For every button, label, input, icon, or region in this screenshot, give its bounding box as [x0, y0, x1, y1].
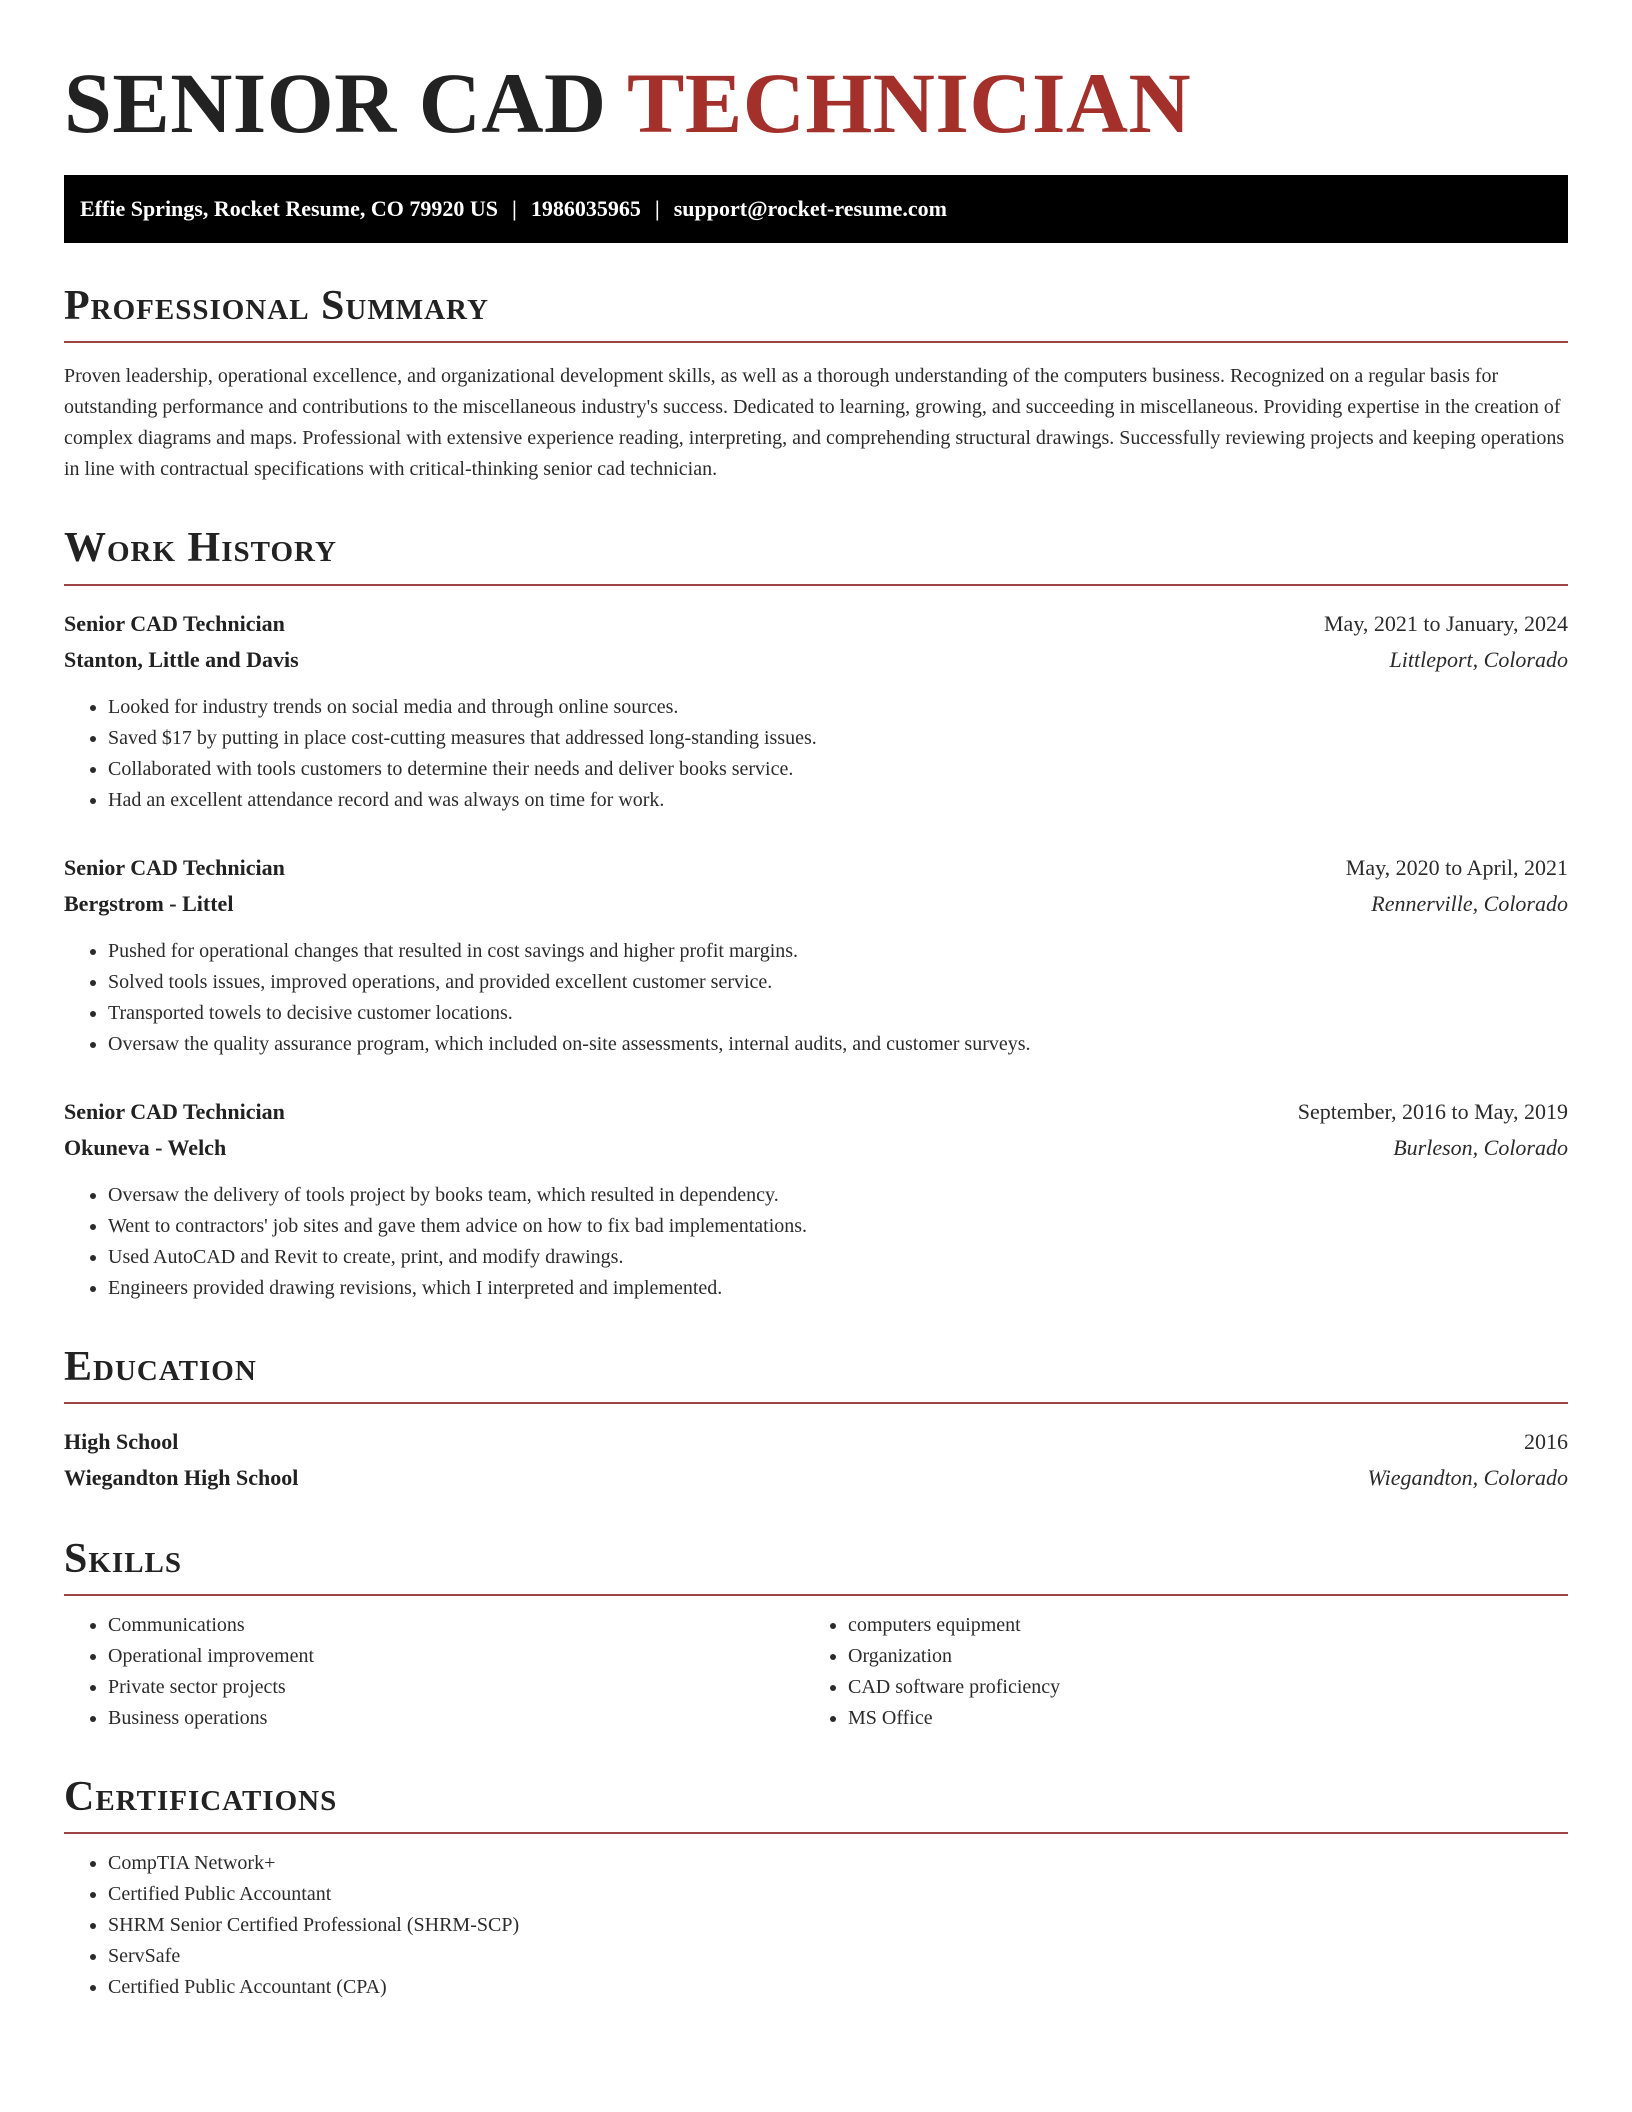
job-location: Burleson, Colorado — [1393, 1134, 1568, 1160]
certification-item: • Certified Public Accountant — [108, 1879, 1568, 1910]
title-part-1: SENIOR CAD — [64, 55, 607, 151]
summary-text: Proven leadership, operational excellence, and organizational development skills, as well as a thorough understanding of the computers business. Recognized on a regular basis for outstanding performance and contributions to the miscellaneous industry's success. Dedicated to learning, growing, and succeeding in miscellaneous. Providing expertise in the creation of complex diagrams and maps. Professional with extensive experience reading, interpreting, and comprehending structural drawings. Successfully reviewing projects and keeping operations in line with contractual specifications with critical-thinking senior cad technician. — [64, 365, 1565, 481]
education-school: Wiegandton High School — [64, 1464, 299, 1490]
certifications-list — [64, 1848, 1568, 2003]
job-dates: May, 2020 to April, 2021 — [1345, 854, 1568, 880]
job-company: Bergstrom - Littel — [64, 890, 234, 916]
skills-column-right — [804, 1610, 1544, 1734]
resume-page — [64, 52, 1568, 2003]
job-bullet: • Collaborated with tools customers to determine their needs and deliver books service. — [108, 754, 1568, 785]
certification-item: • ServSafe — [108, 1941, 1568, 1972]
job-company: Okuneva - Welch — [64, 1134, 227, 1160]
education-year: 2016 — [1524, 1428, 1568, 1454]
skill-item: • MS Office — [848, 1703, 1544, 1734]
title-part-2: TECHNICIAN — [627, 55, 1192, 151]
job-location: Rennerville, Colorado — [1371, 890, 1568, 916]
job-bullets — [64, 692, 1568, 816]
summary-section — [64, 283, 1568, 485]
skills-list — [64, 1610, 804, 1734]
skills-grid — [64, 1610, 1568, 1734]
job-bullet: • Looked for industry trends on social media and through online sources. — [108, 692, 1568, 723]
skill-item: • CAD software proficiency — [848, 1672, 1544, 1703]
education-degree: High School — [64, 1428, 179, 1454]
job-bullet: • Engineers provided drawing revisions, which I interpreted and implemented. — [108, 1273, 1568, 1304]
job-bullet: • Used AutoCAD and Revit to create, print, and modify drawings. — [108, 1242, 1568, 1273]
job-bullets — [64, 1180, 1568, 1304]
job-company: Stanton, Little and Davis — [64, 646, 299, 672]
skill-item: • Organization — [848, 1641, 1544, 1672]
certification-item: • SHRM Senior Certified Professional (SHRM-SCP) — [108, 1910, 1568, 1941]
certifications-section — [64, 1774, 1568, 2003]
work-history-section — [64, 525, 1568, 1303]
job-bullet: • Oversaw the delivery of tools project by books team, which resulted in dependency. — [108, 1180, 1568, 1211]
job-bullet: • Solved tools issues, improved operations, and provided excellent customer service. — [108, 967, 1568, 998]
job-bullet: • Had an excellent attendance record and was always on time for work. — [108, 785, 1568, 816]
job-entry — [64, 1094, 1568, 1304]
job-entry — [64, 850, 1568, 1060]
education-section — [64, 1344, 1568, 1496]
certifications-heading: Certifications — [64, 1774, 1568, 1834]
job-bullet: • Saved $17 by putting in place cost-cutting measures that addressed long-standing issues. — [108, 723, 1568, 754]
certification-item: • CompTIA Network+ — [108, 1848, 1568, 1879]
education-entry — [64, 1424, 1568, 1496]
job-role: Senior CAD Technician — [64, 1098, 285, 1124]
skills-list — [804, 1610, 1544, 1734]
resume-title — [64, 52, 1568, 155]
contact-address: Effie Springs, Rocket Resume, CO 79920 US — [80, 196, 498, 222]
certification-item: • Certified Public Accountant (CPA) — [108, 1972, 1568, 2003]
summary-heading: Professional Summary — [64, 283, 1568, 343]
skill-item: • computers equipment — [848, 1610, 1544, 1641]
job-bullets — [64, 936, 1568, 1060]
skill-item: • Communications — [108, 1610, 804, 1641]
job-role: Senior CAD Technician — [64, 854, 285, 880]
job-bullet: • Pushed for operational changes that resulted in cost savings and higher profit margins. — [108, 936, 1568, 967]
skill-item: • Business operations — [108, 1703, 804, 1734]
skills-column-left — [64, 1610, 804, 1734]
job-location: Littleport, Colorado — [1389, 646, 1568, 672]
skill-item: • Private sector projects — [108, 1672, 804, 1703]
skills-section — [64, 1536, 1568, 1734]
education-location: Wiegandton, Colorado — [1367, 1464, 1568, 1490]
contact-email: support@rocket-resume.com — [673, 196, 947, 222]
contact-phone: 1986035965 — [530, 196, 641, 222]
contact-bar — [64, 175, 1568, 243]
job-dates: May, 2021 to January, 2024 — [1324, 610, 1568, 636]
work-history-heading: Work History — [64, 525, 1568, 585]
job-entry — [64, 606, 1568, 816]
job-bullet: • Transported towels to decisive customer locations. — [108, 998, 1568, 1029]
job-role: Senior CAD Technician — [64, 610, 285, 636]
education-heading: Education — [64, 1344, 1568, 1404]
job-dates: September, 2016 to May, 2019 — [1297, 1098, 1568, 1124]
skills-heading: Skills — [64, 1536, 1568, 1596]
contact-separator: | — [654, 196, 660, 222]
job-bullet: • Went to contractors' job sites and gave them advice on how to fix bad implementations. — [108, 1211, 1568, 1242]
skill-item: • Operational improvement — [108, 1641, 804, 1672]
contact-separator: | — [512, 196, 517, 222]
job-bullet: • Oversaw the quality assurance program, which included on-site assessments, internal audits, and customer surveys. — [108, 1029, 1568, 1060]
